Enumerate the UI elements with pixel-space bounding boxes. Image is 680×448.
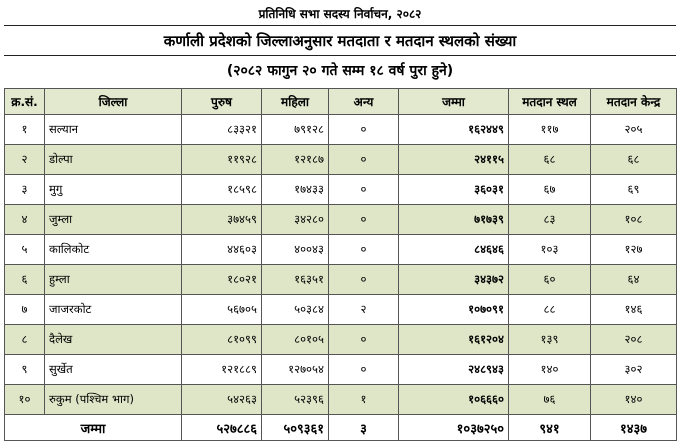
cell-stations: ६० — [509, 265, 591, 295]
cell-total: २४११५ — [399, 145, 509, 175]
cell-male: १८०२१ — [182, 265, 262, 295]
cell-male: १२१८८९ — [182, 355, 262, 385]
col-header-stations: मतदान स्थल — [509, 89, 591, 115]
cell-sn: ३ — [5, 175, 45, 205]
cell-other: ० — [329, 265, 399, 295]
table-row — [5, 325, 677, 355]
cell-female: ४००४३ — [262, 235, 329, 265]
cell-district: मुगु — [45, 175, 182, 205]
cell-sn: ५ — [5, 235, 45, 265]
col-header-centers: मतदान केन्द्र — [591, 89, 677, 115]
table-row — [5, 265, 677, 295]
cell-other: ० — [329, 175, 399, 205]
election-heading: प्रतिनिधि सभा सदस्य निर्वाचन, २०८२ — [258, 7, 422, 21]
cell-other: २ — [329, 295, 399, 325]
cell-male: ८३३२१ — [182, 115, 262, 145]
table-row — [5, 295, 677, 325]
cell-total: १०७०९१ — [399, 295, 509, 325]
cell-centers: ६४ — [591, 265, 677, 295]
cell-other: ० — [329, 205, 399, 235]
cell-sn: ९ — [5, 355, 45, 385]
cell-other: ० — [329, 145, 399, 175]
total-male: ५२७८८६ — [182, 415, 262, 441]
cell-sn: १ — [5, 115, 45, 145]
total-centers: १४३७ — [591, 415, 677, 441]
cell-male: ८१०९९ — [182, 325, 262, 355]
table-row — [5, 205, 677, 235]
cell-stations: १४० — [509, 355, 591, 385]
cell-stations: ११७ — [509, 115, 591, 145]
total-stations: ९४१ — [509, 415, 591, 441]
col-header-male: पुरुष — [182, 89, 262, 115]
table-row — [5, 145, 677, 175]
cell-district: सुर्खेत — [45, 355, 182, 385]
cell-centers: ६८ — [591, 145, 677, 175]
cell-centers: २०८ — [591, 325, 677, 355]
cell-district: रुकुम (पश्चिम भाग) — [45, 385, 182, 415]
cell-male: १८५९८ — [182, 175, 262, 205]
total-label: जम्मा — [5, 415, 182, 441]
cell-male: ३७४५९ — [182, 205, 262, 235]
cell-total: २४८९४३ — [399, 355, 509, 385]
table-row — [5, 385, 677, 415]
cell-other: १ — [329, 385, 399, 415]
cell-total: १६१२०४ — [399, 325, 509, 355]
cell-male: ५४२६३ — [182, 385, 262, 415]
document-title: कर्णाली प्रदेशको जिल्लाअनुसार मतदाता र मतदान स्थलको संख्या — [163, 32, 517, 50]
cell-district: सल्यान — [45, 115, 182, 145]
cell-sn: २ — [5, 145, 45, 175]
cell-total: ३४३७२ — [399, 265, 509, 295]
document-subtitle: (२०८२ फागुन २० गते सम्म १८ वर्ष पुरा हुने) — [226, 63, 454, 79]
cell-male: ५६७०५ — [182, 295, 262, 325]
cell-sn: १० — [5, 385, 45, 415]
cell-sn: ८ — [5, 325, 45, 355]
cell-other: ० — [329, 235, 399, 265]
cell-district: कालिकोट — [45, 235, 182, 265]
total-female: ५०९३६१ — [262, 415, 329, 441]
cell-sn: ६ — [5, 265, 45, 295]
cell-female: ७९१२८ — [262, 115, 329, 145]
cell-stations: ८३ — [509, 205, 591, 235]
cell-stations: ६८ — [509, 145, 591, 175]
col-header-other: अन्य — [329, 89, 399, 115]
table-row — [5, 235, 677, 265]
cell-total: १०६६६० — [399, 385, 509, 415]
cell-total: ७१७३९ — [399, 205, 509, 235]
cell-district: जुम्ला — [45, 205, 182, 235]
cell-stations: १०३ — [509, 235, 591, 265]
voter-table — [4, 88, 677, 441]
cell-total: ८४६४६ — [399, 235, 509, 265]
cell-female: १६३५१ — [262, 265, 329, 295]
cell-other: ० — [329, 115, 399, 145]
cell-female: १२७०५४ — [262, 355, 329, 385]
total-total: १०३७२५० — [399, 415, 509, 441]
table-total-row — [5, 415, 677, 441]
cell-female: ८०१०५ — [262, 325, 329, 355]
cell-centers: १०८ — [591, 205, 677, 235]
cell-other: ० — [329, 355, 399, 385]
table-row — [5, 175, 677, 205]
cell-centers: ३०२ — [591, 355, 677, 385]
cell-total: १६२४४९ — [399, 115, 509, 145]
cell-stations: ७६ — [509, 385, 591, 415]
cell-district: डोल्पा — [45, 145, 182, 175]
divider — [4, 25, 676, 26]
cell-male: ४४६०३ — [182, 235, 262, 265]
cell-district: जाजरकोट — [45, 295, 182, 325]
table-header-row — [5, 89, 677, 115]
cell-female: १२१८७ — [262, 145, 329, 175]
col-header-district: जिल्ला — [45, 89, 182, 115]
cell-stations: ६७ — [509, 175, 591, 205]
cell-stations: १३९ — [509, 325, 591, 355]
cell-female: ५२३९६ — [262, 385, 329, 415]
cell-centers: १४० — [591, 385, 677, 415]
cell-other: ० — [329, 325, 399, 355]
total-other: ३ — [329, 415, 399, 441]
cell-centers: १४६ — [591, 295, 677, 325]
cell-female: ५०३८४ — [262, 295, 329, 325]
cell-district: हुम्ला — [45, 265, 182, 295]
cell-female: ३४२८० — [262, 205, 329, 235]
cell-male: ११९२८ — [182, 145, 262, 175]
table-row — [5, 355, 677, 385]
divider — [4, 55, 676, 56]
cell-district: दैलेख — [45, 325, 182, 355]
col-header-total: जम्मा — [399, 89, 509, 115]
col-header-female: महिला — [262, 89, 329, 115]
cell-total: ३६०३१ — [399, 175, 509, 205]
table-row — [5, 115, 677, 145]
cell-centers: ६९ — [591, 175, 677, 205]
cell-centers: १२७ — [591, 235, 677, 265]
cell-female: १७४३३ — [262, 175, 329, 205]
cell-sn: ४ — [5, 205, 45, 235]
cell-sn: ७ — [5, 295, 45, 325]
cell-stations: ८८ — [509, 295, 591, 325]
col-header-sn: क्र.सं. — [5, 89, 45, 115]
cell-centers: २०५ — [591, 115, 677, 145]
